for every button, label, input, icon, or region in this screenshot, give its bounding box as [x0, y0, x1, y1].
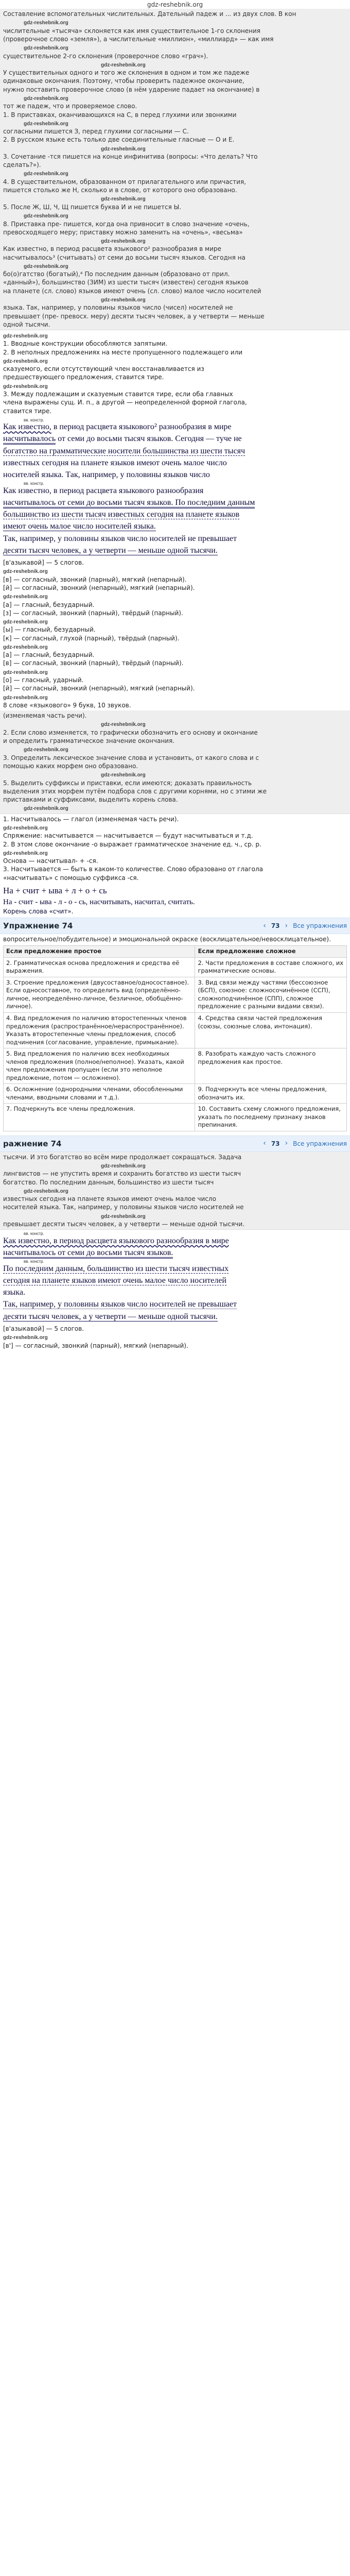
phonetic-line: [в'азыкавой] — 5 слогов.: [3, 558, 84, 566]
text-block-punctuation-rules: [0, 330, 350, 416]
table-intro: [0, 934, 350, 944]
text-line: Как известно, в период расцвета языкового² разнообразия в мире: [3, 245, 221, 253]
text-block-rules: [0, 9, 350, 330]
text-line: тот же падеж, что и проверяемое слово.: [3, 103, 137, 110]
table-row: [4, 1104, 347, 1131]
text-line: вопросительное/побудительное) и эмоциональной окраске (восклицательное/невосклицательное).: [3, 936, 331, 943]
table-cell: 3. Вид связи между частями (бессоюзное (БСП), союзное: сложносочинённое (ССП), сложноподчинённое (СПП), сложное предложение с разными видами связи).: [195, 977, 347, 1012]
exercise-number-link[interactable]: 73: [271, 1140, 280, 1147]
watermark: gdz-reshebnik.org: [101, 238, 146, 244]
text-line: богатство. По последним данным, большинство из шести тысяч: [3, 1178, 214, 1186]
text-line: и определить грамматическое значение окончания.: [3, 737, 174, 745]
analysis-line: насчитывалось от семи до восьми тысяч языков. По последним данным: [3, 497, 347, 509]
text-line: на планете (сл. слово) языков имеют очень (сл. слово) малое число носителей: [3, 287, 261, 295]
table-row: [4, 1048, 347, 1084]
text-line: члена выражены сущ. И. п., а другой — неопределенной формой глагола,: [3, 399, 247, 406]
morpheme-formula: [0, 883, 350, 918]
analysis-line: Как известно, в период расцвета языкового² разнообразия в мире: [3, 422, 232, 432]
analysis-table: [3, 945, 347, 1131]
watermark: gdz-reshebnik.org: [3, 383, 48, 389]
watermark: gdz-reshebnik.org: [3, 594, 48, 600]
text-line: одной тысячи.: [3, 320, 50, 328]
text-line: насчитывалось³ (считывать) от семи до восьми тысяч языков. Сегодня на: [3, 253, 246, 261]
table-cell: 5. Вид предложения по наличию всех необходимых членов предложения (полное/неполное). Указать, какой член предложения пропущен (если это неполное предложение, потом — осложнено).: [4, 1048, 195, 1084]
text-line: 1. В приставках, оканчивающихся на С, в перед глухими или звонкими: [3, 111, 237, 118]
table-header: Если предложение простое: [4, 946, 195, 958]
text-line: Основа — насчитывал- + -ся.: [3, 857, 98, 865]
analysis-table-wrap: [0, 944, 350, 1132]
watermark: gdz-reshebnik.org: [24, 45, 68, 52]
watermark: gdz-reshebnik.org: [24, 806, 68, 812]
phonetic-analysis-2: [0, 1324, 350, 1351]
phonetic-analysis: [0, 557, 350, 710]
watermark: gdz-reshebnik.org: [3, 694, 48, 701]
analysis-line: богатство на грамматические носители большинства из шести тысяч: [3, 446, 245, 455]
phonetic-line: [з] — согласный, звонкий (парный), твёрдый (парный).: [3, 609, 183, 617]
table-row: [4, 977, 347, 1012]
text-line: сделать?»).: [3, 161, 41, 169]
watermark: gdz-reshebnik.org: [3, 850, 48, 856]
text-line: (изменяемая часть речи).: [3, 712, 87, 720]
text-block-word-analysis: [0, 814, 350, 883]
text-line: 3. Между подлежащим и сказуемым ставится тире, если оба главных: [3, 391, 233, 398]
text-line: «данный»), большинство (ЗИМ) из шести тысяч (известен) сегодня языков: [3, 279, 249, 286]
text-line: превышает (пре- превосх. меру) десяти тысяч человек, а у четверти — меньше: [3, 312, 265, 320]
analysis-line: Так, например, у половины языков число носителей не превышает: [3, 534, 237, 543]
analysis-line: насчитывалось от семи до восьми тысяч языков.: [3, 1247, 347, 1259]
watermark: gdz-reshebnik.org: [24, 213, 68, 219]
table-row: [4, 957, 347, 977]
text-line: выделения этих морфем путём подбора слов с другими корнями, но с этими же: [3, 787, 267, 795]
morpheme-parse: На + счит + ыва + л + о + сь: [3, 885, 107, 895]
construction-tag: вв. констр.: [24, 1259, 44, 1264]
analysis-line: Как известно, в период расцвета языкового разнообразия: [3, 486, 204, 495]
text-line: (проверочное слово «земля»), а числительные «миллион», «миллиард» — как имя: [3, 35, 274, 43]
exercise-title: ражнение 74: [3, 1139, 62, 1148]
phonetic-line: [а] — гласный, безударный.: [3, 601, 95, 608]
text-line: 3. Определить лексическое значение слова и установить, от какого слова и с: [3, 754, 259, 761]
analysis-line: большинство из шести тысяч известных сегодня на планете языков: [3, 510, 240, 519]
watermark: gdz-reshebnik.org: [101, 1213, 146, 1219]
analysis-line: десяти тысяч человек, а у четверти — меньше одной тысячи.: [3, 1312, 218, 1321]
watermark: gdz-reshebnik.org: [24, 20, 68, 26]
watermark: gdz-reshebnik.org: [3, 619, 48, 625]
text-line: 1. Вводные конструкции обособляются запятыми.: [3, 340, 168, 348]
watermark: gdz-reshebnik.org: [101, 146, 146, 152]
exercise-header-2: [0, 1136, 350, 1152]
table-cell: 10. Составить схему сложного предложения, указать по последнему признаку знаков препинания.: [195, 1104, 347, 1131]
text-line: согласными пишется З, перед глухими согласными — С.: [3, 128, 189, 135]
watermark: gdz-reshebnik.org: [24, 121, 68, 127]
exercise-number-link[interactable]: 73: [271, 922, 280, 930]
watermark: gdz-reshebnik.org: [3, 669, 48, 675]
exercise-nav: [263, 1139, 347, 1148]
text-line: 5. Выделить суффиксы и приставки, если имеются; доказать правильность: [3, 779, 252, 787]
phonetic-line: [ы] — гласный, безударный.: [3, 626, 96, 634]
analysis-line: сегодня на планете языков имеют очень малое число носителей: [3, 1276, 226, 1285]
watermark: gdz-reshebnik.org: [3, 644, 48, 650]
morpheme-note: На - счит - ыва - л - о - сь, насчитывать, насчитал, считать.: [3, 897, 195, 906]
text-line: помощью каких морфем оно образовано.: [3, 762, 138, 770]
text-line: 2. В этом слове окончание -о выражает грамматическое значение ед. ч., ср. р.: [3, 840, 261, 848]
construction-tag: вв. констр.: [24, 1231, 44, 1236]
phonetic-line: [й] — согласный, звонкий (непарный), мягкий (непарный).: [3, 685, 195, 692]
text-line: ставится тире.: [3, 407, 52, 415]
text-line: 8. Приставка пре- пишется, когда она привносит в слово значение «очень,: [3, 220, 250, 228]
exercise-header: [0, 918, 350, 934]
construction-tag: вв. констр.: [24, 417, 44, 422]
phonetic-line: [в'] — согласный, звонкий (парный), мягкий (непарный).: [3, 1342, 188, 1349]
watermark: gdz-reshebnik.org: [3, 333, 48, 339]
table-cell: 7. Подчеркнуть все члены предложения.: [4, 1104, 195, 1131]
analysis-line: имеют очень малое число носителей языка.: [3, 522, 156, 531]
watermark: gdz-reshebnik.org: [3, 358, 48, 364]
phonetic-line: [в] — согласный, звонкий (парный), мягкий (непарный).: [3, 575, 187, 583]
next-exercise-icon[interactable]: ›: [285, 1139, 288, 1148]
watermark: gdz-reshebnik.org: [24, 171, 68, 177]
watermark: gdz-reshebnik.org: [101, 772, 146, 778]
text-line: бо(о)гатство (богатый),⁴ По последним данным (образовано от прил.: [3, 270, 230, 278]
text-line: превосходящего меру; приставку можно заменить на «очень», «весьма»: [3, 228, 243, 236]
phonetic-line: [о] — гласный, ударный.: [3, 676, 84, 684]
text-line: 2. Если слово изменяется, то графически обозначить его основу и окончание: [3, 728, 258, 736]
table-cell: 4. Средства связи частей предложения (союзы, союзные слова, интонация).: [195, 1012, 347, 1048]
text-line: одинаковые окончания. Поэтому, чтобы проверить падежное окончание,: [3, 77, 244, 85]
text-line: 2. В неполных предложениях на месте пропущенного подлежащего или: [3, 348, 243, 356]
text-line: Спряжение: насчитывается — насчитывается — будут насчитываться и т.д.: [3, 832, 253, 840]
text-line: 4. В существительном, образованном от прилагательного или причастия,: [3, 178, 246, 185]
text-block-morphemic: [0, 710, 350, 814]
text-line: числительные «тысяча» склоняется как имя существительное 1-го склонения: [3, 27, 261, 35]
text-line: нужно поставить проверочное слово (в нём ударение падает на окончание) в: [3, 86, 260, 93]
text-line: известных сегодня на планете языков имеют очень малое число: [3, 1195, 216, 1203]
text-line: 3. Сочетание -тся пишется на конце инфинитива (вопросы: «Что делать? Что: [3, 153, 258, 161]
site-watermark-top: gdz-reshebnik.org: [147, 1, 203, 8]
next-exercise-icon[interactable]: ›: [285, 921, 288, 930]
text-block-exercise-74: [0, 1152, 350, 1230]
analysis-line: насчитывалось от семи до восьми тысяч языков. Сегодня — туче не: [3, 433, 347, 445]
table-cell: 4. Вид предложения по наличию второстепенных членов предложения (распространённое/нераспространённое). Указать второстепенные члены предложения, способ подчинения (согласование, управление, примыкание).: [4, 1012, 195, 1048]
analysis-line: носителей языка. Так, например, у половины языков число: [3, 470, 210, 480]
exercise-nav: [263, 921, 347, 931]
analysis-line: языка.: [3, 1288, 26, 1297]
watermark: gdz-reshebnik.org: [3, 1335, 48, 1341]
prev-exercise-icon[interactable]: ‹: [263, 1139, 266, 1148]
text-line: носителей языка. Так, например, у половины языков число носителей не: [3, 1204, 244, 1211]
watermark: gdz-reshebnik.org: [24, 747, 68, 753]
text-line: «насчитывать» с помощью суффикса -ся.: [3, 874, 139, 882]
watermark: gdz-reshebnik.org: [101, 1163, 146, 1169]
analysis-line: Так, например, у половины языков число носителей не превышает: [3, 1300, 237, 1309]
table-row: [4, 1012, 347, 1048]
table-cell: 6. Осложнение (однородными членами, обособленными членами, вводными словами и т.д.).: [4, 1084, 195, 1104]
phonetic-line: [й] — согласный, звонкий (непарный), мягкий (непарный).: [3, 584, 195, 591]
text-line: лингвистов — не упустить время и сохранить богатство из шести тысяч: [3, 1170, 241, 1178]
text-line: предшествующего предложения, ставится тире.: [3, 374, 164, 381]
prev-exercise-icon[interactable]: ‹: [263, 921, 266, 930]
watermark: gdz-reshebnik.org: [24, 1188, 68, 1194]
text-line: 3. Насчитывается — быть в каком-то количестве. Слово образовано от глагола: [3, 866, 264, 873]
text-line: 5. После Ж, Ш, Ч, Щ пишется буква И и не пишется Ы.: [3, 203, 182, 211]
sentence-analysis-2: [0, 1230, 350, 1324]
text-line: пишется столько же Н, сколько и в слове, от которого оно образовано.: [3, 187, 237, 194]
watermark: gdz-reshebnik.org: [3, 825, 48, 831]
text-line: 2. В русском языке есть только две соединительные гласные — О и Е.: [3, 136, 235, 144]
phonetic-line: [в] — согласный, звонкий (парный), твёрдый (парный).: [3, 659, 184, 667]
text-line: тысячи. И это богатство во всём мире продолжает сокращаться. Задача: [3, 1153, 242, 1161]
phonetic-line: [в'азыкавой] — 5 слогов.: [3, 1325, 84, 1332]
table-cell: 2. Части предложения в составе сложного, их грамматические основы.: [195, 957, 347, 977]
watermark: gdz-reshebnik.org: [101, 297, 146, 303]
all-exercises-link[interactable]: Все упражнения: [293, 1140, 347, 1147]
watermark: gdz-reshebnik.org: [101, 722, 146, 728]
text-line: приставками и суффиксами, выделить корень слова.: [3, 796, 178, 803]
construction-tag: вв. констр.: [24, 481, 44, 486]
text-line: превышает десяти тысяч человек, а у четверти — меньше одной тысячи.: [3, 1221, 245, 1228]
text-line: существительное 2-го склонения (проверочное слово «грач»).: [3, 52, 208, 60]
table-cell: 9. Подчеркнуть все члены предложения, обозначить их.: [195, 1084, 347, 1104]
sentence-analysis-1: [0, 416, 350, 557]
table-header: Если предложение сложное: [195, 946, 347, 958]
watermark: gdz-reshebnik.org: [101, 196, 146, 202]
exercise-title: Упражнение 74: [3, 921, 73, 931]
table-cell: 2. Грамматическая основа предложения и средства её выражения.: [4, 957, 195, 977]
analysis-line: Как известно, в период расцвета языкового разнообразия в мире: [3, 1236, 229, 1245]
analysis-line: известных сегодня на планете языков имеют очень малое число: [3, 458, 227, 467]
table-row: [4, 1084, 347, 1104]
analysis-line: десяти тысяч человек, а у четверти — меньше одной тысячи.: [3, 546, 218, 555]
watermark: gdz-reshebnik.org: [24, 263, 68, 269]
watermark: gdz-reshebnik.org: [3, 569, 48, 575]
watermark: gdz-reshebnik.org: [101, 62, 146, 68]
phonetic-line: [а] — гласный, безударный.: [3, 651, 95, 659]
text-line: сказуемого, если отсутствующий член восстанавливается из: [3, 365, 204, 373]
phonetic-line: 8 слове «языкового» 9 букв, 10 звуков.: [3, 702, 131, 709]
morpheme-root: Корень слова «счит».: [3, 908, 74, 915]
table-cell: 3. Строение предложения (двусоставное/односоставное). Если односоставное, то определить вид (определённо-личное, неопределённо-личное, безличное, обобщённо-личное).: [4, 977, 195, 1012]
watermark: gdz-reshebnik.org: [24, 95, 68, 101]
text-line: У существительных одного и того же склонения в одном и том же падеже: [3, 69, 250, 77]
analysis-line: По последним данным, большинство из шести тысяч известных: [3, 1264, 229, 1273]
text-line: Составление вспомогательных числительных. Дательный падеж и ... из двух слов. В кон: [3, 10, 296, 18]
phonetic-line: [к] — согласный, глухой (парный), твёрдый (парный).: [3, 634, 180, 642]
text-line: 1. Насчитывалось — глагол (изменяемая часть речи).: [3, 815, 179, 823]
table-cell: 8. Разобрать каждую часть сложного предложения как простое.: [195, 1048, 347, 1084]
text-line: языка. Так, например, у половины языков число (чисел) носителей не: [3, 304, 233, 312]
all-exercises-link[interactable]: Все упражнения: [293, 922, 347, 930]
